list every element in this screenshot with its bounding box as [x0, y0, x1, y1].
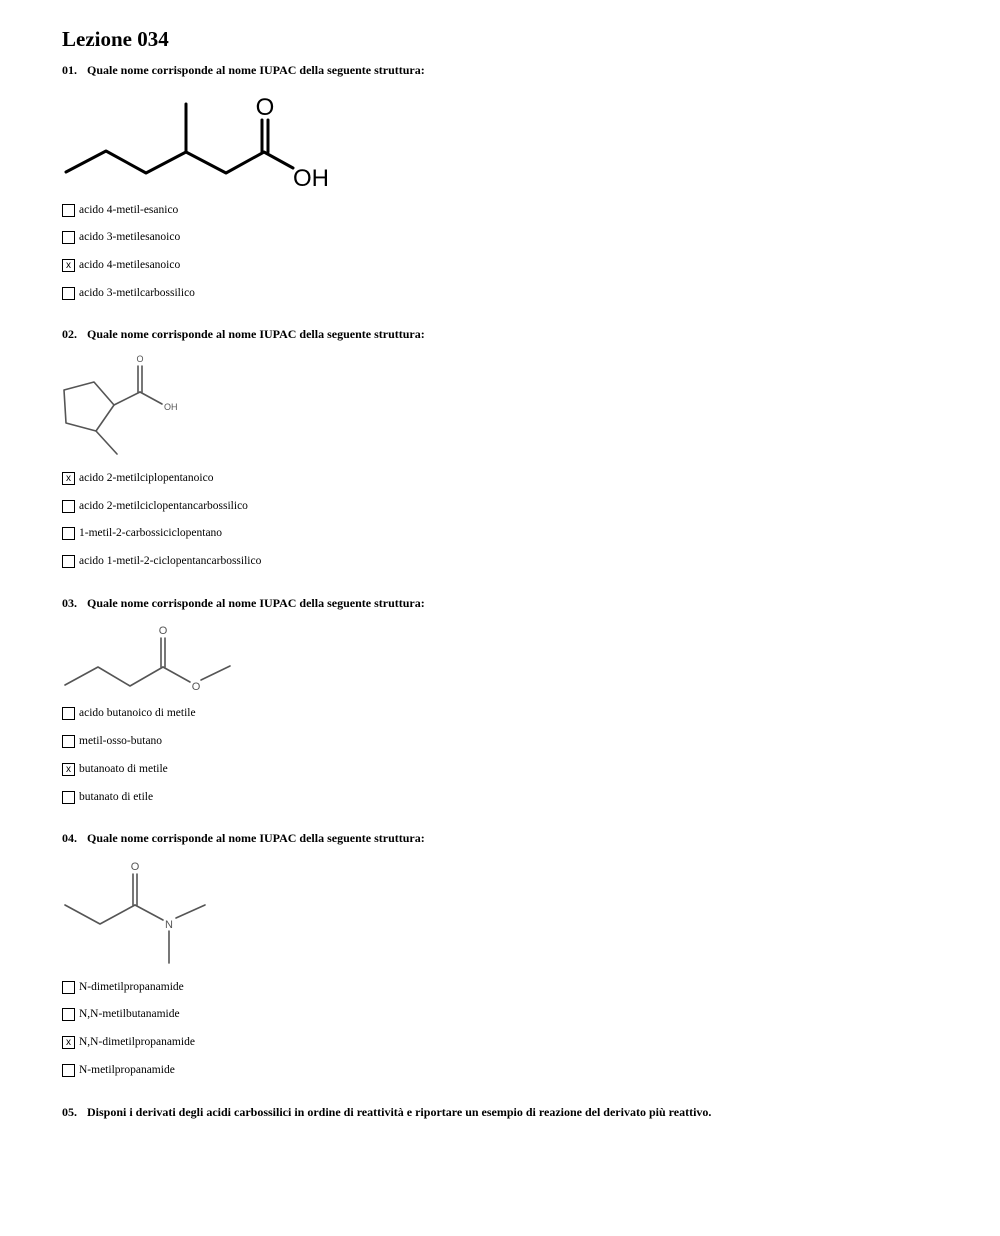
checkbox[interactable]: [62, 1064, 75, 1077]
option-label: butanato di etile: [79, 791, 154, 803]
option-4b[interactable]: [62, 1006, 180, 1022]
option-label: acido 2-metilciclopentancarbossilico: [79, 500, 248, 512]
option-label: acido 4-metil-esanico: [79, 204, 179, 216]
question-4-number: 04.: [62, 831, 77, 845]
question-1-prompt: Quale nome corrisponde al nome IUPAC della seguente struttura:: [87, 63, 425, 77]
option-label: acido butanoico di metile: [79, 707, 196, 719]
question-4-prompt: Quale nome corrisponde al nome IUPAC della seguente struttura:: [87, 831, 425, 845]
question-2-prompt: Quale nome corrisponde al nome IUPAC della seguente struttura:: [87, 327, 425, 341]
structure-4-oxygen-label: O: [130, 861, 140, 873]
option-label: N,N-dimetilpropanamide: [79, 1036, 195, 1048]
structure-1-hydroxyl-label: OH: [293, 165, 329, 192]
option-label: metil-osso-butano: [79, 735, 163, 747]
checkbox[interactable]: x: [62, 259, 75, 272]
option-label: N-metilpropanamide: [79, 1064, 175, 1076]
structure-2-oxygen-label: O: [136, 354, 144, 364]
checkbox[interactable]: [62, 1008, 75, 1021]
option-4c[interactable]: [62, 1034, 195, 1050]
option-4d[interactable]: [62, 1062, 175, 1078]
structure-4-image: [0, 0, 400, 970]
checkbox[interactable]: x: [62, 1036, 75, 1049]
option-label: acido 4-metilesanoico: [79, 259, 181, 271]
structure-1-oxygen-label: O: [255, 94, 275, 121]
question-3-prompt: Quale nome corrisponde al nome IUPAC della seguente struttura:: [87, 596, 425, 610]
structure-2-hydroxyl-label: OH: [164, 402, 178, 412]
question-1-number: 01.: [62, 63, 77, 77]
question-2-number: 02.: [62, 327, 77, 341]
question-3-number: 03.: [62, 596, 77, 610]
checkbox[interactable]: [62, 981, 75, 994]
option-label: acido 1-metil-2-ciclopentancarbossilico: [79, 555, 262, 567]
option-label: N,N-metilbutanamide: [79, 1008, 180, 1020]
page-title: Lezione 034: [62, 27, 169, 51]
question-5-prompt: Disponi i derivati degli acidi carbossilici in ordine di reattività e riportare un esempio di reazione del derivato più reattivo.: [87, 1105, 712, 1119]
option-4a[interactable]: [62, 979, 184, 995]
structure-3-ester-oxygen-label: O: [191, 681, 201, 693]
checkbox[interactable]: x: [62, 472, 75, 485]
question-5-text: [62, 1105, 711, 1120]
option-label: acido 3-metilesanoico: [79, 231, 181, 243]
option-label: 1-metil-2-carbossiciclopentano: [79, 527, 223, 539]
question-5-number: 05.: [62, 1105, 77, 1119]
option-label: acido 2-metilciplopentanoico: [79, 472, 214, 484]
structure-4-nitrogen-label: N: [165, 919, 173, 931]
option-label: acido 3-metilcarbossilico: [79, 287, 195, 299]
option-label: butanoato di metile: [79, 763, 168, 775]
checkbox[interactable]: x: [62, 763, 75, 776]
option-label: N-dimetilpropanamide: [79, 981, 184, 993]
structure-3-carbonyl-oxygen-label: O: [158, 625, 168, 637]
